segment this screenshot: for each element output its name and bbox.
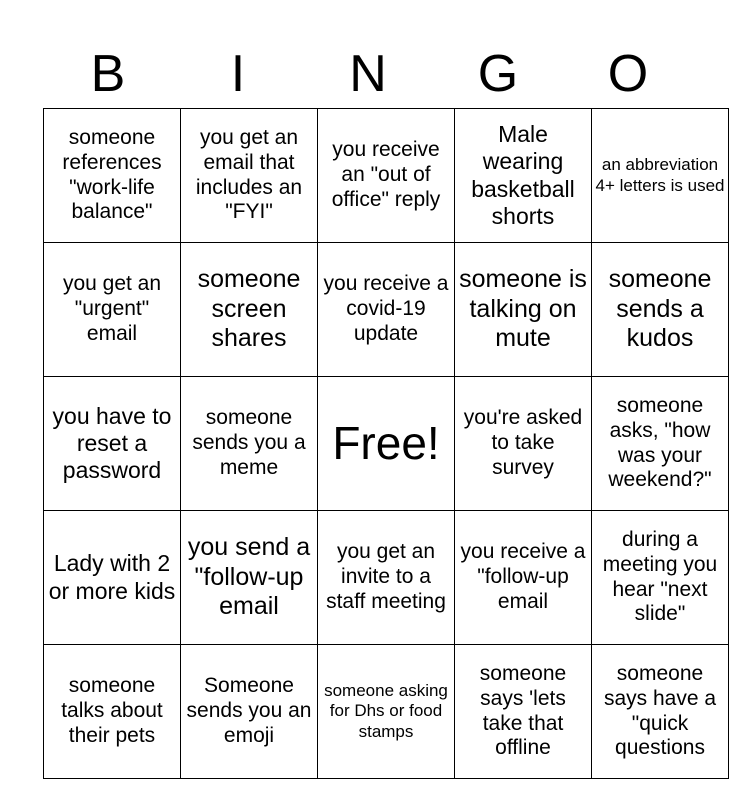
bingo-cell: you get an "urgent" email [44, 243, 181, 377]
bingo-cell: Someone sends you an emoji [181, 645, 318, 779]
bingo-cell: you receive a covid-19 update [318, 243, 455, 377]
header-letter-i: I [230, 45, 246, 103]
bingo-header [43, 40, 693, 108]
bingo-row-1 [44, 109, 729, 243]
bingo-cell: someone asking for Dhs or food stamps [318, 645, 455, 779]
bingo-cell: someone sends a kudos [592, 243, 729, 377]
bingo-cell: you receive a "follow-up email [455, 511, 592, 645]
bingo-cell: Male wearing basketball shorts [455, 109, 592, 243]
bingo-cell: someone asks, "how was your weekend?" [592, 377, 729, 511]
bingo-row-2 [44, 243, 729, 377]
bingo-cell: you receive an "out of office" reply [318, 109, 455, 243]
bingo-row-5 [44, 645, 729, 779]
bingo-cell: you get an invite to a staff meeting [318, 511, 455, 645]
bingo-card-grid [43, 108, 729, 779]
header-letter-n: N [349, 45, 387, 103]
bingo-cell: an abbreviation 4+ letters is used [592, 109, 729, 243]
bingo-cell: you get an email that includes an "FYI" [181, 109, 318, 243]
bingo-cell: you send a "follow-up email [181, 511, 318, 645]
free-space: Free! [318, 377, 455, 511]
header-letter-o: O [607, 45, 649, 103]
bingo-cell: someone screen shares [181, 243, 318, 377]
bingo-cell: someone is talking on mute [455, 243, 592, 377]
bingo-cell: someone talks about their pets [44, 645, 181, 779]
bingo-cell: you're asked to take survey [455, 377, 592, 511]
bingo-row-4 [44, 511, 729, 645]
bingo-cell: Lady with 2 or more kids [44, 511, 181, 645]
bingo-row-3 [44, 377, 729, 511]
header-letter-b: B [90, 45, 126, 103]
bingo-cell: someone sends you a meme [181, 377, 318, 511]
bingo-cell: someone says 'lets take that offline [455, 645, 592, 779]
bingo-cell: someone says have a "quick questions [592, 645, 729, 779]
bingo-cell: during a meeting you hear "next slide" [592, 511, 729, 645]
bingo-cell: you have to reset a password [44, 377, 181, 511]
header-letter-g: G [477, 45, 519, 103]
bingo-cell: someone references "work-life balance" [44, 109, 181, 243]
